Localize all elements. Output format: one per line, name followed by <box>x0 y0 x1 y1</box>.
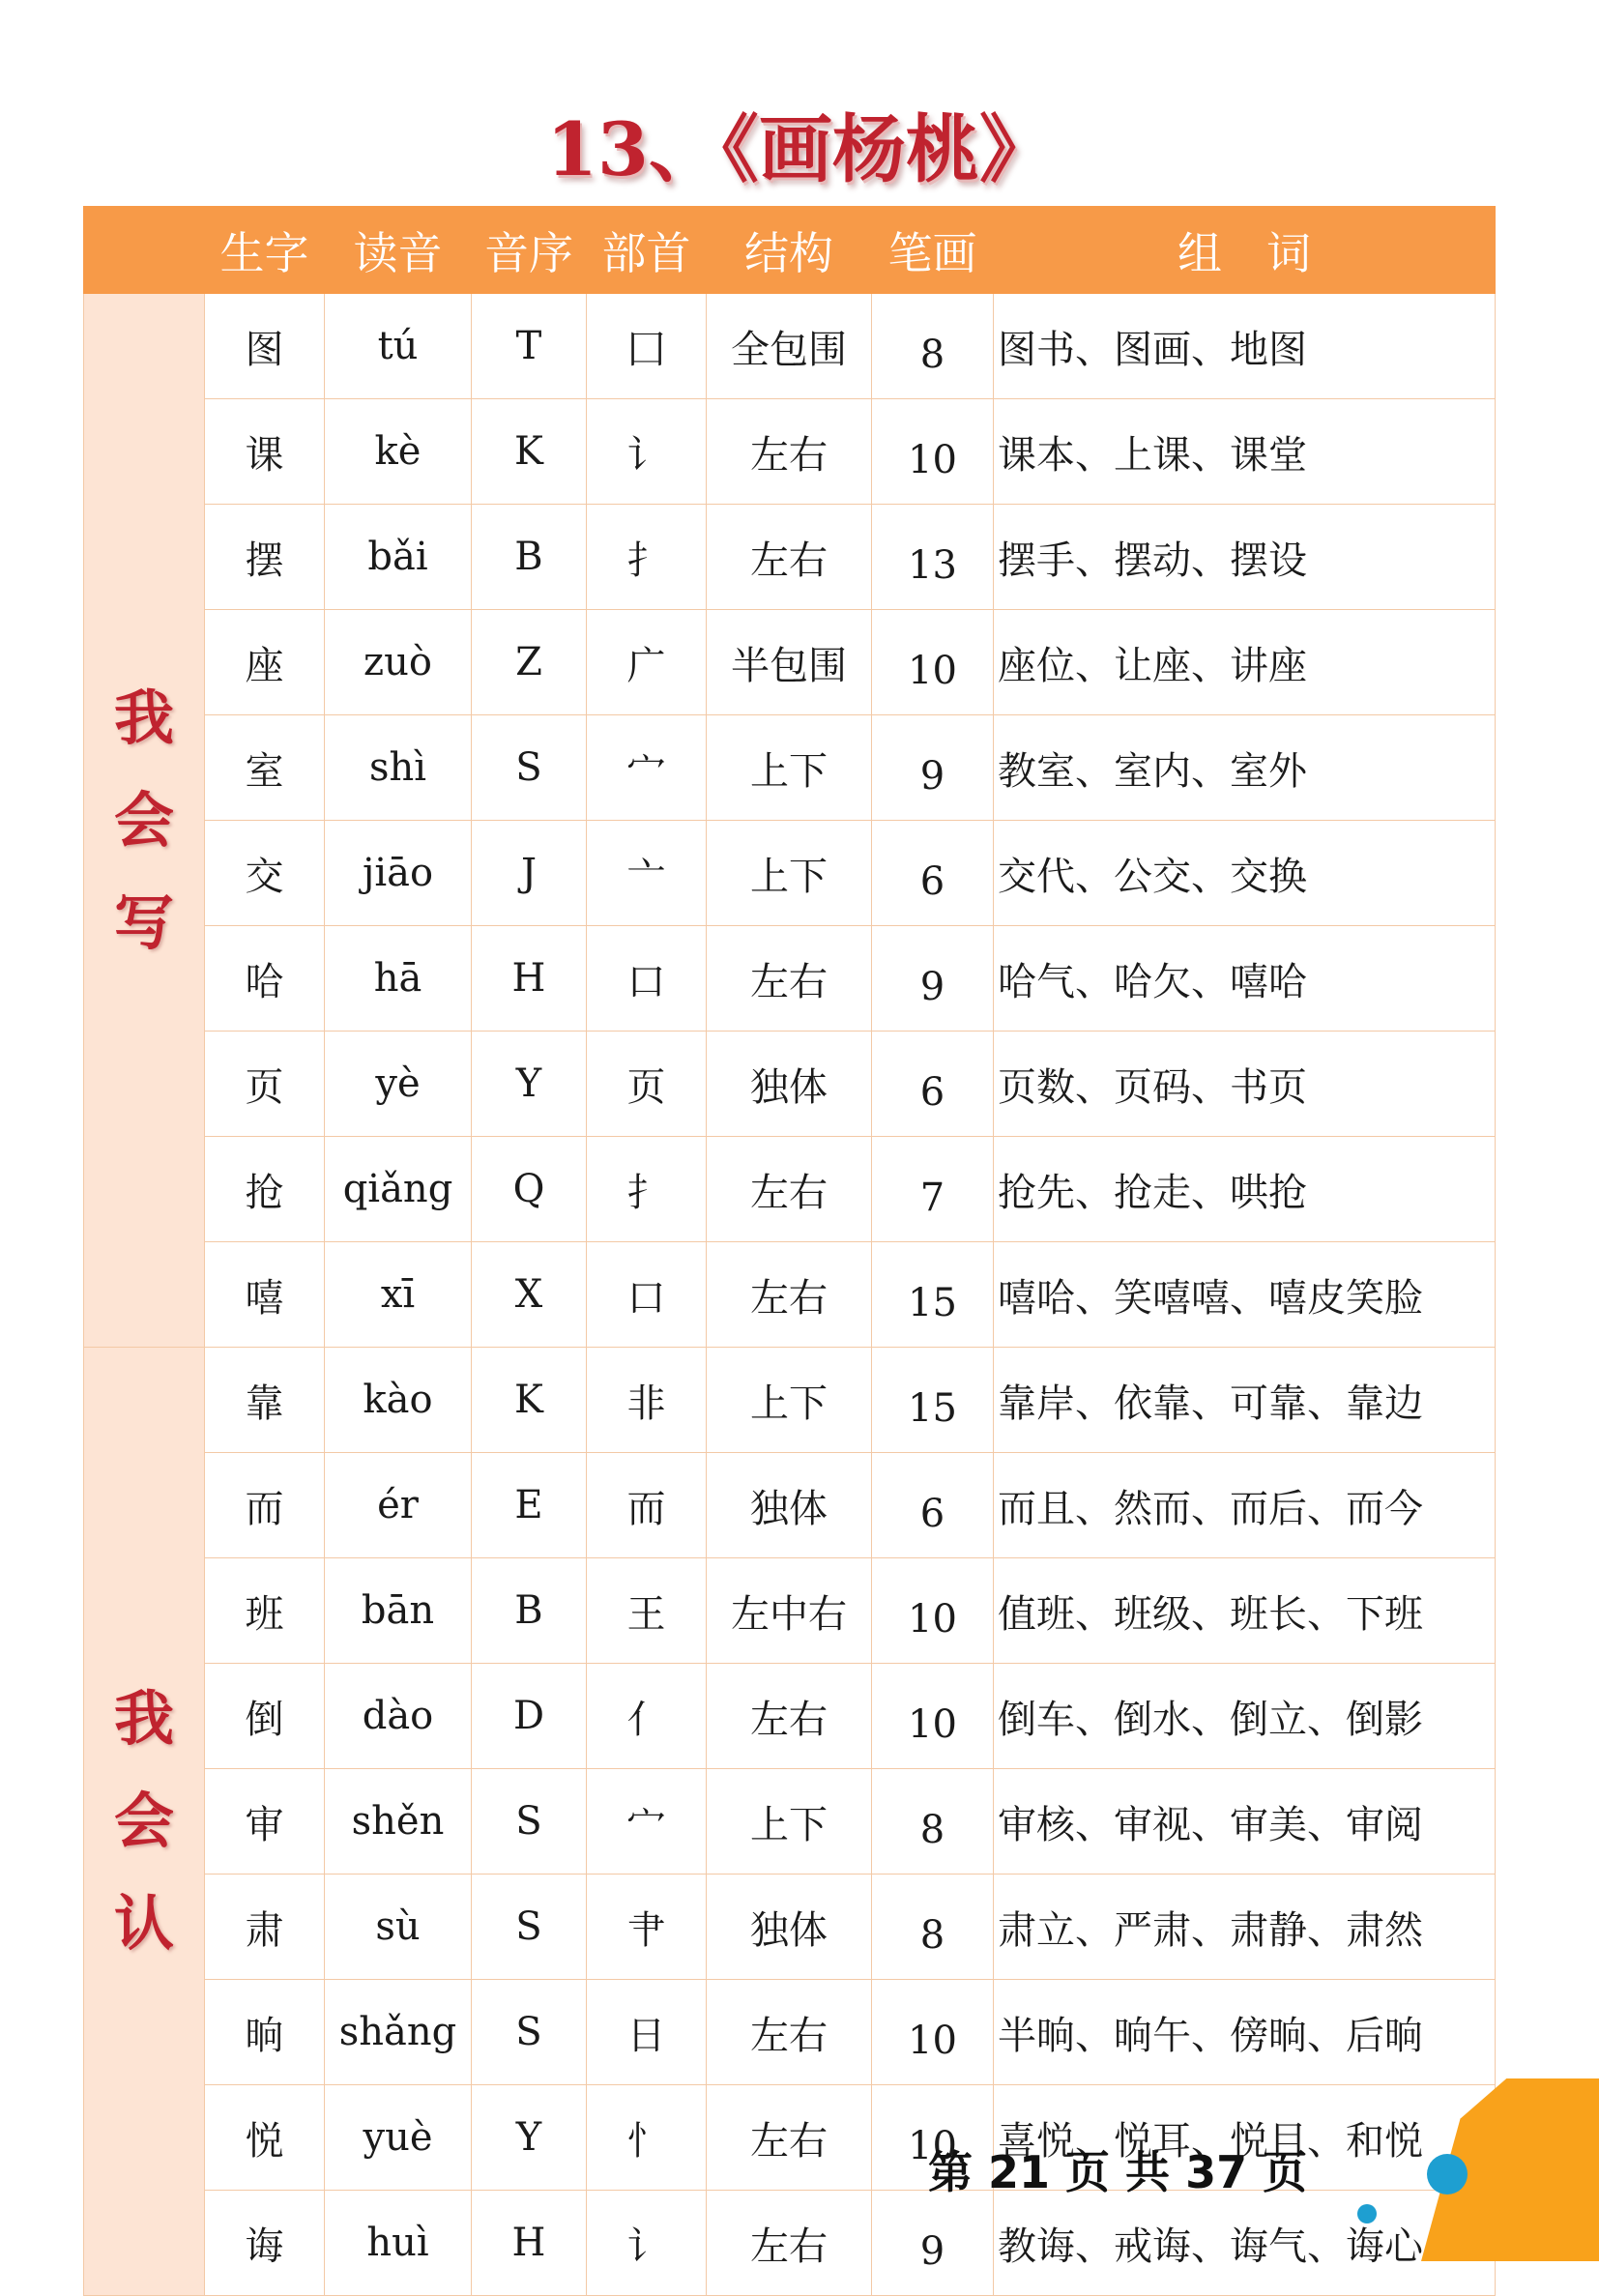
table-row <box>84 610 1496 715</box>
initial-letter-cell: X <box>472 1242 587 1348</box>
character-cell: 图 <box>205 294 325 399</box>
header-cell: 生字 <box>205 207 325 294</box>
word-group-cell: 教诲、戒诲、诲气、诲心 <box>994 2191 1496 2296</box>
stroke-count-cell: 6 <box>872 1453 994 1558</box>
word-group-cell: 课本、上课、课堂 <box>994 399 1496 505</box>
stroke-count-cell: 8 <box>872 294 994 399</box>
word-group-cell: 交代、公交、交换 <box>994 821 1496 926</box>
stroke-count-cell: 15 <box>872 1348 994 1453</box>
table-row <box>84 1558 1496 1664</box>
table-header-row <box>84 207 1496 294</box>
stroke-count-cell: 10 <box>872 1664 994 1769</box>
table-row <box>84 399 1496 505</box>
radical-cell: 广 <box>587 610 707 715</box>
section-label-char: 会 <box>113 1786 174 1856</box>
radical-cell: 日 <box>587 1980 707 2085</box>
pinyin-cell: bān <box>325 1558 472 1664</box>
table-row <box>84 1453 1496 1558</box>
structure-cell: 上下 <box>707 821 872 926</box>
structure-cell: 左右 <box>707 1242 872 1348</box>
stroke-count-cell: 6 <box>872 1032 994 1137</box>
table-row <box>84 1032 1496 1137</box>
word-group-cell: 页数、页码、书页 <box>994 1032 1496 1137</box>
character-cell: 课 <box>205 399 325 505</box>
section-label <box>84 294 205 1348</box>
radical-cell: 口 <box>587 1242 707 1348</box>
word-group-cell: 嘻哈、笑嘻嘻、嘻皮笑脸 <box>994 1242 1496 1348</box>
pinyin-cell: kè <box>325 399 472 505</box>
header-cell: 结构 <box>707 207 872 294</box>
character-cell: 座 <box>205 610 325 715</box>
word-group-cell: 肃立、严肃、肃静、肃然 <box>994 1875 1496 1980</box>
structure-cell: 上下 <box>707 1769 872 1875</box>
section-label-char: 写 <box>113 886 174 958</box>
table-row <box>84 505 1496 610</box>
structure-cell: 左右 <box>707 505 872 610</box>
structure-cell: 独体 <box>707 1875 872 1980</box>
initial-letter-cell: H <box>472 926 587 1032</box>
radical-cell: 非 <box>587 1348 707 1453</box>
initial-letter-cell: S <box>472 1875 587 1980</box>
word-group-cell: 哈气、哈欠、嘻哈 <box>994 926 1496 1032</box>
section-label-char: 会 <box>113 784 174 856</box>
section-label-char: 认 <box>113 1888 174 1959</box>
header-cell: 笔画 <box>872 207 994 294</box>
initial-letter-cell: S <box>472 1769 587 1875</box>
table-row <box>84 1348 1496 1453</box>
character-cell: 晌 <box>205 1980 325 2085</box>
stroke-count-cell: 10 <box>872 2085 994 2191</box>
initial-letter-cell: H <box>472 2191 587 2296</box>
initial-letter-cell: B <box>472 1558 587 1664</box>
structure-cell: 左右 <box>707 2191 872 2296</box>
word-group-cell: 半晌、晌午、傍晌、后晌 <box>994 1980 1496 2085</box>
header-cell: 组 词 <box>994 207 1496 294</box>
structure-cell: 左右 <box>707 926 872 1032</box>
initial-letter-cell: Z <box>472 610 587 715</box>
table-row <box>84 1875 1496 1980</box>
table-row <box>84 1769 1496 1875</box>
radical-cell: 亻 <box>587 1664 707 1769</box>
radical-cell: 忄 <box>587 2085 707 2191</box>
table-row <box>84 294 1496 399</box>
word-group-cell: 摆手、摆动、摆设 <box>994 505 1496 610</box>
word-group-cell: 审核、审视、审美、审阅 <box>994 1769 1496 1875</box>
character-cell: 页 <box>205 1032 325 1137</box>
page-title: 13、《画杨桃》 <box>546 106 1053 192</box>
initial-letter-cell: Y <box>472 1032 587 1137</box>
character-cell: 而 <box>205 1453 325 1558</box>
structure-cell: 左右 <box>707 399 872 505</box>
pinyin-cell: kào <box>325 1348 472 1453</box>
radical-cell: 王 <box>587 1558 707 1664</box>
structure-cell: 左中右 <box>707 1558 872 1664</box>
character-cell: 班 <box>205 1558 325 1664</box>
word-group-cell: 图书、图画、地图 <box>994 294 1496 399</box>
character-cell: 诲 <box>205 2191 325 2296</box>
table-row <box>84 926 1496 1032</box>
stroke-count-cell: 10 <box>872 399 994 505</box>
structure-cell: 上下 <box>707 715 872 821</box>
stroke-count-cell: 10 <box>872 1558 994 1664</box>
table-row <box>84 821 1496 926</box>
character-cell: 肃 <box>205 1875 325 1980</box>
word-group-cell: 座位、让座、讲座 <box>994 610 1496 715</box>
structure-cell: 左右 <box>707 1980 872 2085</box>
radical-cell: 囗 <box>587 294 707 399</box>
radical-cell: 宀 <box>587 715 707 821</box>
header-cell: 读音 <box>325 207 472 294</box>
character-cell: 嘻 <box>205 1242 325 1348</box>
initial-letter-cell: B <box>472 505 587 610</box>
header-corner <box>84 207 205 294</box>
pinyin-cell: huì <box>325 2191 472 2296</box>
pinyin-cell: jiāo <box>325 821 472 926</box>
character-cell: 倒 <box>205 1664 325 1769</box>
word-group-cell: 而且、然而、而后、而今 <box>994 1453 1496 1558</box>
word-group-cell: 靠岸、依靠、可靠、靠边 <box>994 1348 1496 1453</box>
section-label-char: 我 <box>113 682 174 753</box>
character-cell: 悦 <box>205 2085 325 2191</box>
stroke-count-cell: 9 <box>872 715 994 821</box>
radical-cell: 扌 <box>587 505 707 610</box>
page-number: 第 21 页 共 37 页 <box>928 2146 1308 2198</box>
pinyin-cell: xī <box>325 1242 472 1348</box>
pinyin-cell: yè <box>325 1032 472 1137</box>
decorative-blue-dot-small <box>1357 2204 1377 2223</box>
pinyin-cell: qiǎng <box>325 1137 472 1242</box>
initial-letter-cell: K <box>472 399 587 505</box>
character-cell: 审 <box>205 1769 325 1875</box>
pinyin-cell: zuò <box>325 610 472 715</box>
structure-cell: 独体 <box>707 1453 872 1558</box>
initial-letter-cell: S <box>472 1980 587 2085</box>
word-group-cell: 值班、班级、班长、下班 <box>994 1558 1496 1664</box>
pinyin-cell: ér <box>325 1453 472 1558</box>
pinyin-cell: sù <box>325 1875 472 1980</box>
initial-letter-cell: T <box>472 294 587 399</box>
header-cell: 音序 <box>472 207 587 294</box>
stroke-count-cell: 9 <box>872 926 994 1032</box>
structure-cell: 左右 <box>707 1137 872 1242</box>
character-cell: 哈 <box>205 926 325 1032</box>
table-row <box>84 1664 1496 1769</box>
character-cell: 室 <box>205 715 325 821</box>
vocabulary-table <box>83 206 1496 2296</box>
character-cell: 抢 <box>205 1137 325 1242</box>
stroke-count-cell: 8 <box>872 1875 994 1980</box>
stroke-count-cell: 7 <box>872 1137 994 1242</box>
stroke-count-cell: 15 <box>872 1242 994 1348</box>
radical-cell: 讠 <box>587 2191 707 2296</box>
structure-cell: 左右 <box>707 1664 872 1769</box>
stroke-count-cell: 6 <box>872 821 994 926</box>
pinyin-cell: tú <box>325 294 472 399</box>
radical-cell: 页 <box>587 1032 707 1137</box>
pinyin-cell: yuè <box>325 2085 472 2191</box>
pinyin-cell: bǎi <box>325 505 472 610</box>
initial-letter-cell: Q <box>472 1137 587 1242</box>
radical-cell: 扌 <box>587 1137 707 1242</box>
initial-letter-cell: Y <box>472 2085 587 2191</box>
pinyin-cell: shěn <box>325 1769 472 1875</box>
stroke-count-cell: 13 <box>872 505 994 610</box>
table-row <box>84 715 1496 821</box>
initial-letter-cell: K <box>472 1348 587 1453</box>
character-cell: 交 <box>205 821 325 926</box>
stroke-count-cell: 10 <box>872 610 994 715</box>
pinyin-cell: dào <box>325 1664 472 1769</box>
radical-cell: 宀 <box>587 1769 707 1875</box>
word-group-cell: 抢先、抢走、哄抢 <box>994 1137 1496 1242</box>
initial-letter-cell: E <box>472 1453 587 1558</box>
word-group-cell: 教室、室内、室外 <box>994 715 1496 821</box>
radical-cell: 口 <box>587 926 707 1032</box>
radical-cell: 亠 <box>587 821 707 926</box>
table-row <box>84 1980 1496 2085</box>
table-row <box>84 1242 1496 1348</box>
table-row <box>84 1137 1496 1242</box>
radical-cell: 讠 <box>587 399 707 505</box>
stroke-count-cell: 8 <box>872 1769 994 1875</box>
structure-cell: 全包围 <box>707 294 872 399</box>
pinyin-cell: shì <box>325 715 472 821</box>
word-group-cell: 倒车、倒水、倒立、倒影 <box>994 1664 1496 1769</box>
pinyin-cell: hā <box>325 926 472 1032</box>
radical-cell: 而 <box>587 1453 707 1558</box>
section-label <box>84 1348 205 2296</box>
header-cell: 部首 <box>587 207 707 294</box>
character-cell: 摆 <box>205 505 325 610</box>
initial-letter-cell: S <box>472 715 587 821</box>
radical-cell: 肀 <box>587 1875 707 1980</box>
stroke-count-cell: 9 <box>872 2191 994 2296</box>
pinyin-cell: shǎng <box>325 1980 472 2085</box>
structure-cell: 半包围 <box>707 610 872 715</box>
word-group-cell: 喜悦、悦耳、悦目、和悦 <box>994 2085 1496 2191</box>
initial-letter-cell: D <box>472 1664 587 1769</box>
decorative-blue-dot <box>1427 2154 1468 2194</box>
character-cell: 靠 <box>205 1348 325 1453</box>
structure-cell: 左右 <box>707 2085 872 2191</box>
section-label-char: 我 <box>113 1683 174 1754</box>
stroke-count-cell: 10 <box>872 1980 994 2085</box>
structure-cell: 上下 <box>707 1348 872 1453</box>
structure-cell: 独体 <box>707 1032 872 1137</box>
initial-letter-cell: J <box>472 821 587 926</box>
